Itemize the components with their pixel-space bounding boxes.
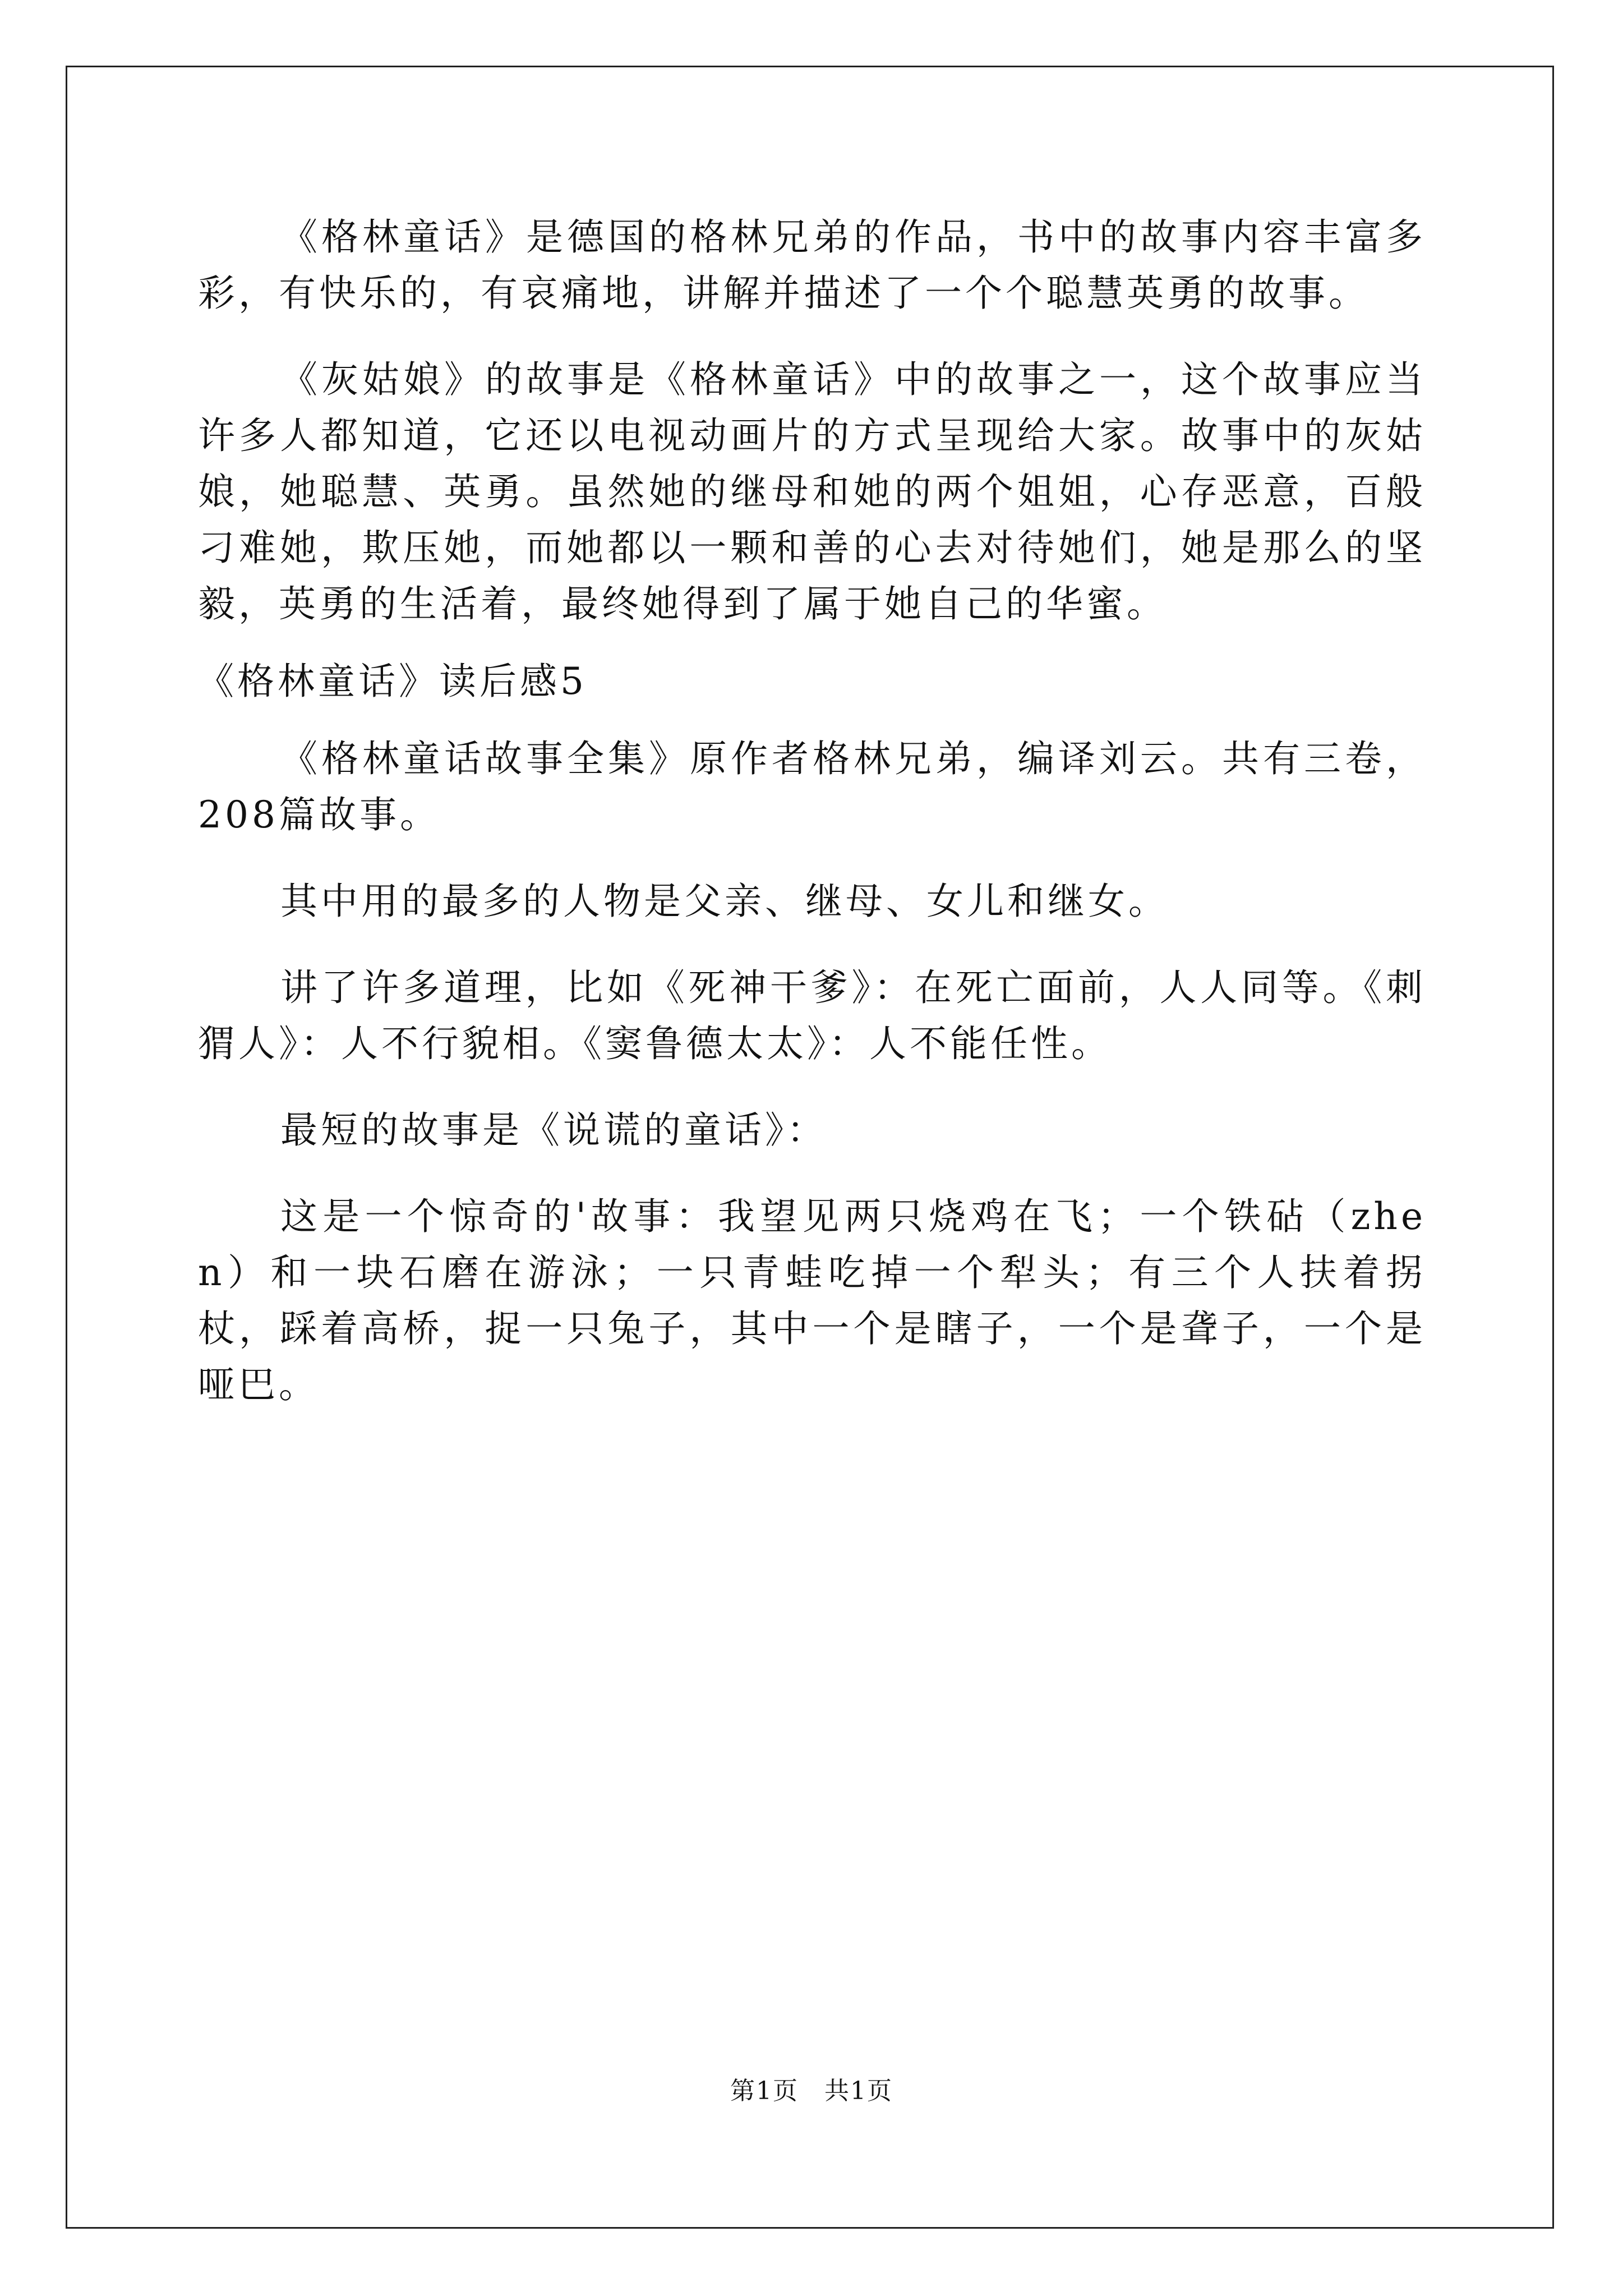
page-footer: 第1页 共1页 [730,2077,893,2105]
document-body [198,209,1426,1413]
paragraph: 《格林童话故事全集》原作者格林兄弟，编译刘云。共有三卷，208篇故事。 [198,737,1426,836]
paragraph: 其中用的最多的人物是父亲、继母、女儿和继女。 [280,880,1169,923]
paragraph: 讲了许多道理，比如《死神干爹》：在死亡面前，人人同等。《刺猬人》：人不行貌相。《窦鲁德太太》：人不能任性。 [198,966,1426,1065]
paragraph: 《格林童话》是德国的格林兄弟的作品，书中的故事内容丰富多彩，有快乐的，有哀痛地，讲解并描述了一个个聪慧英勇的故事。 [198,215,1426,315]
section-heading: 《格林童话》读后感5 [197,660,587,703]
paragraph: 最短的故事是《说谎的童话》： [280,1108,827,1152]
paragraph: 《灰姑娘》的故事是《格林童话》中的故事之一，这个故事应当许多人都知道，它还以电视动画片的方式呈现给大家。故事中的灰姑娘，她聪慧、英勇。虽然她的继母和她的两个姐姐，心存恶意，百般刁难她，欺压她，而她都以一颗和善的心去对待她们，她是那么的坚毅，英勇的生活着，最终她得到了属于她自己的华蜜。 [198,358,1426,625]
paragraph: 这是一个惊奇的'故事：我望见两只烧鸡在飞；一个铁砧（zhen）和一块石磨在游泳；一只青蛙吃掉一个犁头；有三个人扶着拐杖，踩着高桥，捉一只兔子，其中一个是瞎子，一个是聋子，一个是哑巴。 [198,1195,1426,1406]
